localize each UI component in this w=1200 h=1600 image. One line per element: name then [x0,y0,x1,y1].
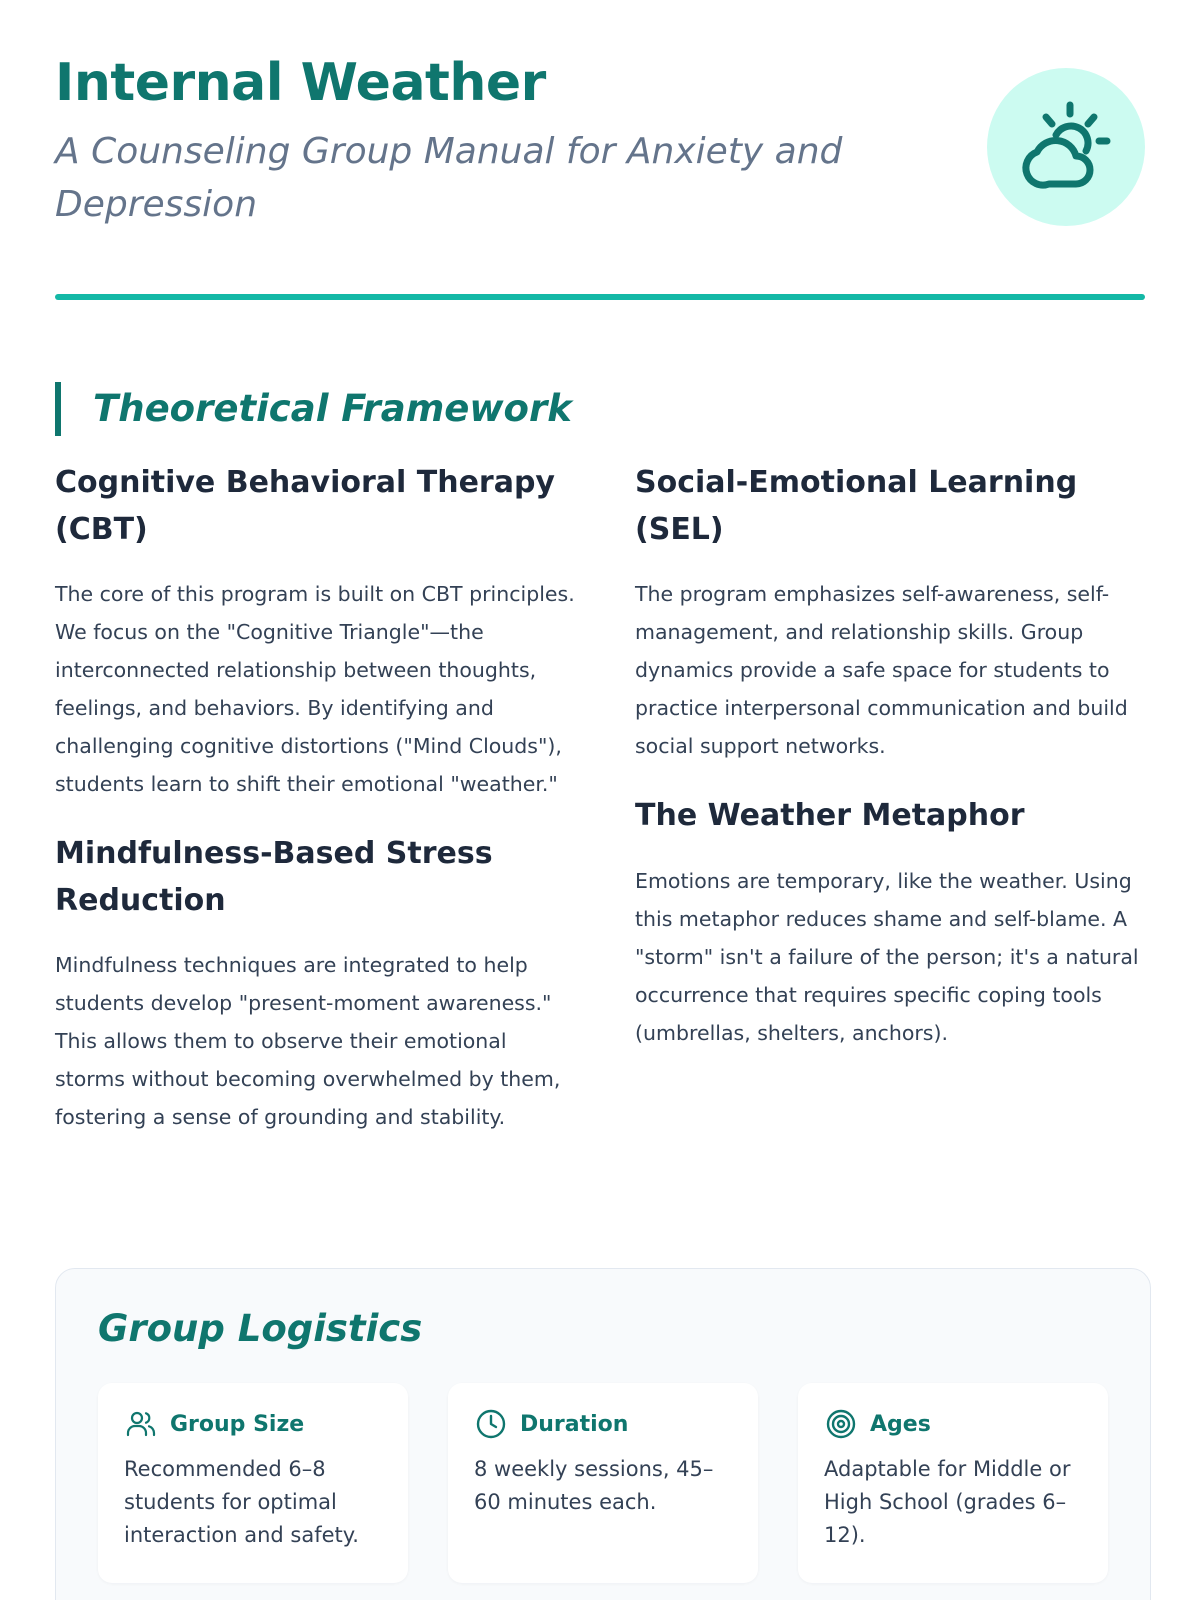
framework-block [55,460,575,803]
logistics-card-group-size [98,1383,408,1583]
card-label: Group Size [170,1411,305,1437]
card-header [474,1407,732,1441]
framework-block-title: Social-Emotional Learning (SEL) [635,465,1078,547]
framework-block [55,831,575,1136]
logistics-card-ages [798,1383,1108,1583]
logistics-cards [98,1383,1108,1583]
card-text: Adaptable for Middle or High School (grades 6–12). [824,1457,1071,1548]
logistics-card-duration [448,1383,758,1583]
logistics-panel [55,1268,1151,1600]
logo-badge [987,68,1145,226]
framework-column-left [55,460,575,1164]
page-subtitle: A Counseling Group Manual for Anxiety and Depression [55,131,843,225]
framework-block [635,793,1145,1052]
framework-block-text: Emotions are temporary, like the weather. Using this metaphor reduces shame and self-blame. A "storm" isn't a failure of the person; it's a natural occurrence that requires specific coping tools (umbrellas, shelters, anchors). [635,868,1139,1045]
framework-block-title: Mindfulness-Based Stress Reduction [55,836,493,918]
section-heading-framework: Theoretical Framework [55,382,572,436]
card-label: Duration [520,1411,629,1437]
framework-block-text: The program emphasizes self-awareness, self-management, and relationship skills. Group dynamics provide a safe space for students to practice interpersonal communication and build social support networks. [635,582,1128,758]
target-icon [824,1407,858,1441]
framework-block-text: Mindfulness techniques are integrated to help students develop "present-moment awareness." This allows them to observe their emotional storms without becoming overwhelmed by them, fostering a sense of grounding and stability. [55,953,561,1129]
card-text: Recommended 6–8 students for optimal interaction and safety. [124,1457,359,1548]
users-icon [124,1407,158,1441]
card-header [824,1407,1082,1441]
card-header [124,1407,382,1441]
framework-block-title: The Weather Metaphor [635,798,1025,833]
card-label: Ages [870,1411,931,1437]
header-divider [55,294,1145,300]
card-text: 8 weekly sessions, 45–60 minutes each. [474,1457,714,1515]
framework-column-right [635,460,1145,1164]
framework-block-text: The core of this program is built on CBT principles. We focus on the "Cognitive Triangle"—the interconnected relationship between thoughts, feelings, and behaviors. By identifying and challenging cognitive distortions ("Mind Clouds"), students learn to shift their emotional "weather." [55,582,575,796]
framework-columns [55,460,1145,1164]
framework-block-title: Cognitive Behavioral Therapy (CBT) [55,465,555,547]
framework-block [635,460,1145,765]
page-header [55,0,1145,300]
sun-behind-cloud-icon [1016,97,1116,197]
page-title: Internal Weather [55,53,546,113]
section-heading-logistics: Group Logistics [98,1307,423,1350]
clock-icon [474,1407,508,1441]
